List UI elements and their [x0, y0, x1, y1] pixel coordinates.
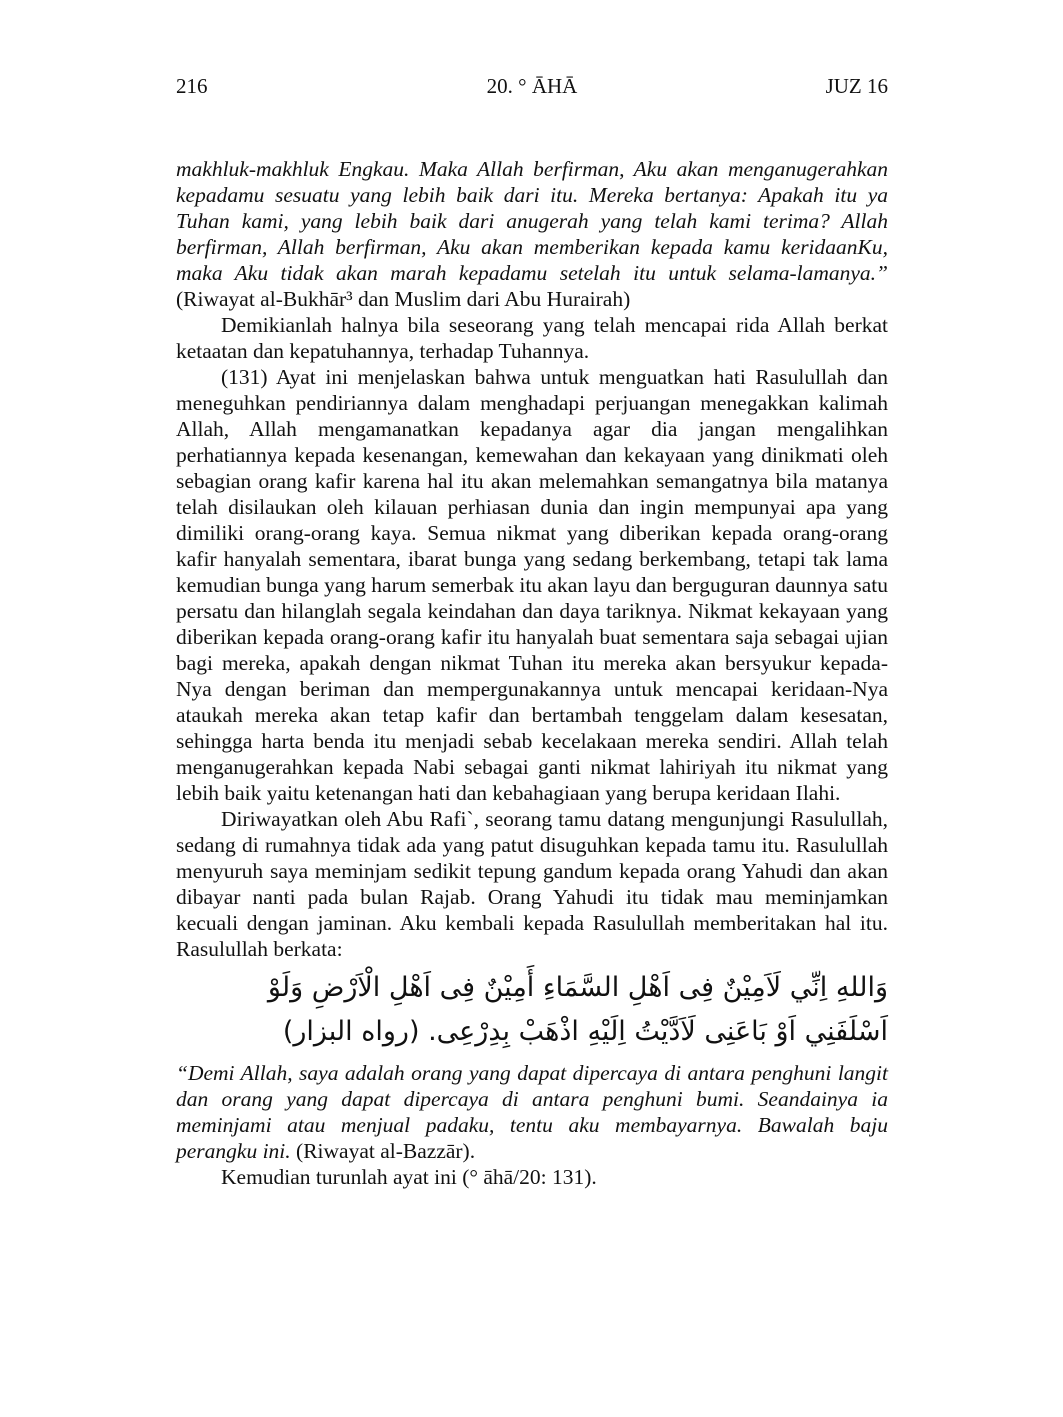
- hadith-text: makhluk-makhluk Engkau. Maka Allah berfirman, Aku akan menganugerahkan kepadamu sesuatu yang lebih baik dari itu. Mereka bertanya: Apakah itu ya Tuhan kami, yang lebih baik dari anugerah yang telah kami terima? Allah berfirman, Allah berfirman, Aku akan memberikan kepada kamu keridaanKu, maka Aku tidak akan marah kepadamu setelah itu untuk selama-lamanya.”: [176, 157, 888, 285]
- paragraph-ridha: Demikianlah halnya bila seseorang yang telah mencapai rida Allah berkat ketaatan dan kepatuhannya, terhadap Tuhannya.: [176, 313, 888, 363]
- page-body: [176, 156, 888, 1190]
- paragraph-verse-131: (131) Ayat ini menjelaskan bahwa untuk menguatkan hati Rasulullah dan meneguhkan pendiriannya dalam menghadapi perjuangan menegakkan kalimah Allah, Allah mengamanatkan kepadanya agar dia jangan mengalihkan perhatiannya kepada kesenangan, kemewahan dan kekayaan yang dinikmati oleh sebagian orang kafir karena hal itu akan melemahkan semangatnya bila matanya telah disilaukan oleh kilauan perhiasan dunia dan ingin mempunyai apa yang dimiliki orang-orang kaya. Semua nikmat yang diberikan kepada orang-orang kafir hanyalah sementara, ibarat bunga yang sedang berkembang, tetapi tak lama kemudian bunga yang harum semerbak itu akan layu dan berguguran daunnya satu persatu dan hilanglah segala keindahan dan daya tariknya. Nikmat kekayaan yang diberikan kepada orang-orang kafir itu hanyalah buat sementara saja sebagai ujian bagi mereka, apakah dengan nikmat Tuhan itu mereka akan bersyukur kepada-Nya dengan beriman dan mempergunakannya untuk mencapai keridaan-Nya ataukah mereka akan tetap kafir dan bertambah tenggelam dalam kesesatan, sehingga harta benda itu menjadi sebab kecelakaan mereka sendiri. Allah telah menganugerahkan kepada Nabi sebagai ganti nikmat lahiriyah itu nikmat yang lebih baik yaitu ketenangan hati dan kebahagiaan yang berupa keridaan Ilahi.: [176, 365, 888, 805]
- translation-source: (Riwayat al-Bazzār).: [290, 1139, 476, 1163]
- chapter-title: 20. ° ĀHĀ: [486, 74, 578, 98]
- paragraph-closing: Kemudian turunlah ayat ini (° āhā/20: 131).: [221, 1165, 597, 1189]
- hadith-continuation: [176, 156, 888, 312]
- hadith-translation: [176, 1060, 888, 1164]
- paragraph-abu-rafi: Diriwayatkan oleh Abu Rafi`, seorang tamu datang mengunjungi Rasulullah, sedang di rumahnya tidak ada yang patut disuguhkan kepada tamu itu. Rasulullah menyuruh saya meminjam sedikit tepung gandum kepada orang Yahudi dan akan dibayar nanti pada bulan Rajab. Orang Yahudi itu tidak mau meminjamkan kecuali dengan jaminan. Aku kembali kepada Rasulullah memberitakan hal itu. Rasulullah berkata:: [176, 807, 888, 961]
- arabic-hadith: وَاللهِ اِنِّي لَاَمِيْنٌ فِى اَهْلِ السَّمَاءِ أَمِيْنٌ فِى اَهْلِ الْاَرْضِ وَلَوْ اَسْلَفَنِي اَوْ بَاعَنِى لَاَدَّيْتُ اِلَيْهِ اذْهَبْ بِدِرْعِى. (رواه البزار): [267, 972, 888, 1047]
- page-header: [176, 74, 888, 104]
- translation-text: “Demi Allah, saya adalah orang yang dapat dipercaya di antara penghuni langit dan orang yang dapat dipercaya di antara penghuni bumi. Seandainya ia meminjami atau menjual padaku, tentu aku membayarnya. Bawalah baju perangku ini.: [176, 1061, 888, 1163]
- juz-label: JUZ 16: [825, 74, 888, 98]
- page-number: 216: [176, 74, 208, 98]
- hadith-source: (Riwayat al-Bukhār³ dan Muslim dari Abu Hurairah): [176, 287, 631, 311]
